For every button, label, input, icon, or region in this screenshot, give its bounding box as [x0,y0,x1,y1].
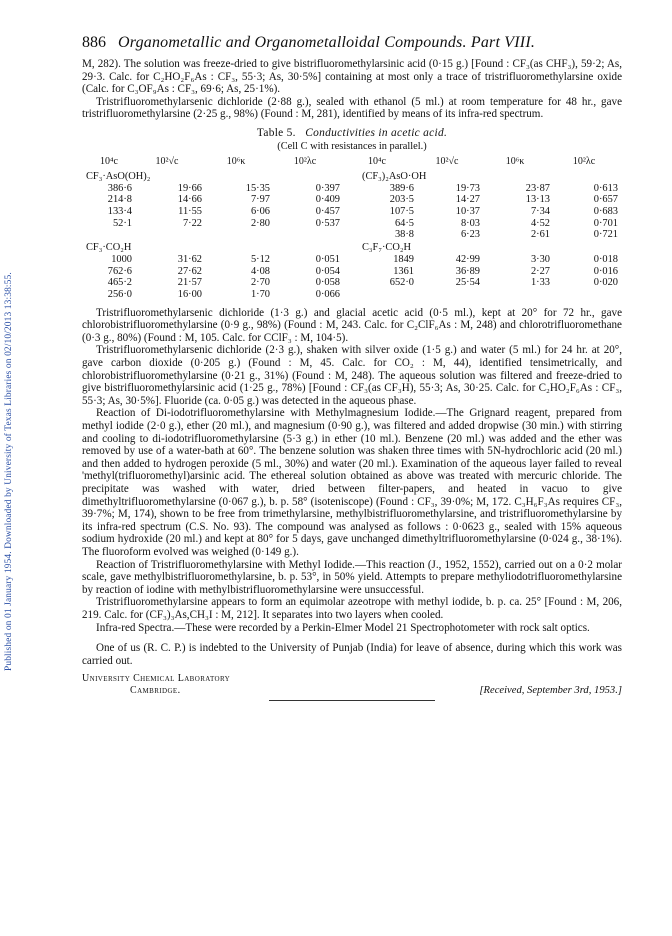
compound-label: (CF₃)₂AsO·OH [362,170,427,182]
table-row [86,229,618,241]
table-row [86,183,618,195]
table-cell: 0·054 [315,265,340,277]
table-cell: 652·0 [389,277,414,289]
table-cell: 0·058 [315,277,340,289]
table-cell: 7·34 [530,206,550,218]
page-header [82,34,622,52]
table-cell: 38·8 [394,229,414,241]
compound-label: C₃F₇·CO₂H [362,242,411,254]
table-cell: 21·57 [177,277,202,289]
table-cell: 107·5 [389,206,414,218]
table-cell: 6·23 [460,229,480,241]
table-cell: 19·66 [177,182,202,194]
table-cell: 2·80 [250,217,270,229]
table-cell: 42·99 [455,253,480,265]
table-cell: 214·8 [107,194,132,206]
paragraph: Tristrifluoromethylarsenic dichloride (2·88 g.), sealed with ethanol (5 ml.) at room temperature for 48 hr., gave tristrifluoromethylarsine (2·25 g., 98%) (Found : M, 281), identified by means of its infra-red spectrum. [82,95,622,121]
table-title: Conductivities in acetic acid. [305,126,448,139]
table-cell: 64·5 [394,217,414,229]
table-cell: 1361 [393,265,414,277]
table-row [86,206,618,218]
table-cell: 11·55 [178,206,202,218]
table-cell: 0·701 [593,217,618,229]
table-cell: 8·03 [460,217,480,229]
table-cell: 4·52 [530,217,550,229]
table-cell: 3·30 [530,253,550,265]
table-cell: 13·13 [525,194,550,206]
paragraph: Tristrifluoromethylarsine appears to form an equimolar azeotrope with methyl iodide, b. p. ca. 25° [Found : M, 206, 219. Calc. for (CF₃)₃As,CH₃I : M, 212]. It separates into two layers when cooled. [82,596,622,621]
table-cell: 762·6 [107,265,132,277]
column-header: 10²√c [435,155,459,167]
table-group-label-row [86,170,618,183]
affiliation [82,673,230,696]
table-cell: 5·12 [250,253,270,265]
table-cell: 0·020 [593,277,618,289]
affiliation-line: University Chemical Laboratory [82,673,231,685]
download-watermark-text: Published on 01 January 1954. Downloaded by University of Texas Libraries on 02/10/2013 13:38:55. [4,272,14,672]
table-cell [414,289,480,301]
table-cell: 0·018 [593,253,618,265]
download-watermark-sidebar [0,40,24,900]
table-cell [86,229,132,241]
table-cell: 1·33 [530,277,550,289]
table-cell: 389·6 [389,182,414,194]
table-cell: 1849 [393,253,414,265]
table-cell: 2·70 [250,277,270,289]
column-header: 10²λc [293,155,317,167]
paragraph: Reaction of Di-iodotrifluoromethylarsine with Methylmagnesium Iodide.—The Grignard reagent, prepared from methyl iodide (2·0 g.), ether (20 ml.), and magnesium (0·90 g.), was filtered and added dropwise (30 min.) with stirring and cooling to di-iodotrifluoromethylarsine (5·3 g.) in ether (10 ml.). Benzene (20 ml.) was added and the ether was removed by use of a water-bath at 60°. The benzene solution was shaken three times with 5N-hydrochloric acid (20 ml.) and then added to hydrogen peroxide (5 ml., 30%) and water (20 ml.). Examination of the aqueous layer failed to reveal 'methyl(trifluoromethyl)arsinic acid. The ethereal solution obtained as above was treated with mercuric chloride. The precipitate was washed with water, dried between filter-papers, and heated in vacuo to give dimethyltrifluoromethylarsine (0·067 g.), b. p. 58° (isoteniscope) (Found : CF₃, 39·0%; M, 172. C₃H₆F₃As requires CF₃, 39·7%; M, 174), shown to be free from trimethylarsine, methylbistrifluoromethylarsine, and tristrifluoromethylarsine by its infra-red spectrum (C.S. No. 93). The compound was analysed as follows : 0·0623 g., sealed with 15% aqueous sodium hydroxide (20 ml.) and kept at 80° for 5 days, gave unchanged dimethyltrifluoromethylarsine (0·024 g., 38·1%). The fluoroform evolved was weighed (0·149 g.). [82,407,622,558]
table-cell: 0·066 [315,289,340,300]
table-cell: 1·70 [250,289,270,300]
acknowledgement: One of us (R. C. P.) is indebted to the University of Punjab (India) for leave of absence, during which this work was carried out. [82,642,622,667]
table-cell: 19·73 [455,182,480,194]
column-header: 10²λc [572,155,596,167]
table-cell: 14·27 [455,194,480,206]
table-cell: 15·35 [245,182,270,194]
table-cell: 0·457 [315,206,340,218]
table-group-label-row [86,241,618,254]
table-cell: 10·37 [455,206,480,218]
table-cell [480,289,550,301]
table-cell: 16·00 [177,289,202,300]
table-cell: 31·62 [177,253,202,265]
table-cell: 2·27 [530,265,550,277]
table-row [86,218,618,230]
table-cell [550,289,618,301]
table-cell: 0·409 [315,194,340,206]
table-subcaption: (Cell C with resistances in parallel.) [277,140,427,152]
affiliation-city: Cambridge. [130,684,181,696]
running-title: Organometallic and Organometalloidal Compounds. Part VIII. [118,34,536,51]
table-row [86,254,618,266]
body-top [82,58,622,121]
table-cell: 256·0 [107,289,132,300]
table-cell: 0·683 [593,206,618,218]
column-header: 10⁴c [100,155,118,167]
table-cell: 4·08 [250,265,270,277]
paragraph: Tristrifluoromethylarsenic dichloride (1·3 g.) and glacial acetic acid (0·5 ml.), kept at 20° for 72 hr., gave chlorobistrifluoromethylarsine (0·9 g., 98%) (Found : M, 243. Calc. for C₂ClF₆As : M, 248) and chlorotrifluoromethane (0·3 g., 80%) (Found : M, 105. Calc. for CClF₃ : M, 104·5). [82,306,622,344]
table-row [86,277,618,289]
table-cell: 25·54 [455,277,480,289]
table-cell: 0·016 [593,265,618,277]
table-cell: 0·397 [315,182,340,194]
table-cell: 6·06 [250,206,270,218]
column-header: 10²√c [155,155,179,167]
table-cell: 7·97 [250,194,270,206]
table-cell: 203·5 [389,194,414,206]
table-row [86,266,618,278]
table-cell: 0·051 [315,253,340,265]
table-cell [132,229,202,241]
paragraph: Reaction of Tristrifluoromethylarsine with Methyl Iodide.—This reaction (J., 1952, 1552), carried out on a 0·2 molar scale, gave methylbistrifluoromethylarsine, b. p. 53°, in 50% yield. Attempts to prepare methyliodotrifluoromethylarsine by reaction of iodine with methylbistrifluoromethylarsine were unsuccessful. [82,558,622,596]
table-cell: 23·87 [525,182,550,194]
end-rule [269,700,435,701]
table-cell [270,229,340,241]
table-cell [340,289,414,301]
table-caption [82,127,622,139]
table-cell: 14·66 [177,194,202,206]
table-cell: 36·89 [455,265,480,277]
table-cell: 133·4 [107,206,132,218]
table-cell: 27·62 [177,265,202,277]
compound-label: CF₃·CO₂H [86,242,132,254]
table-cell: 0·537 [315,217,340,229]
page-number: 886 [82,34,106,51]
table-cell: 1000 [111,253,132,265]
column-header: 10⁴c [368,155,386,167]
paragraph: Tristrifluoromethylarsenic dichloride (2·3 g.), shaken with silver oxide (1·5 g.) and water (5 ml.) for 24 hr. at 20°, gave carbon dioxide (0·205 g.) (Found : M, 45. Calc. for CO₂ : M, 44), identified tensimetrically, and chlorobistrifluoromethylarsine (0·21 g., 31%) (Found : M, 248). The aqueous solution was filtered and freeze-dried to give bistrifluoromethylarsinic acid (1·25 g., 78%) [Found : CF₃(as CF₃H), 55·3; As, 30·25. Calc. for C₂HO₂F₆As : CF₃, 55·3; As, 30·5%]. Fluoride (ca. 0·05 g.) was detected in the aqueous phase. [82,344,622,407]
table-cell: 0·657 [593,194,618,206]
journal-page [82,34,622,701]
received-date: [Received, September 3rd, 1953.] [479,685,622,697]
table-cell [202,229,270,241]
table-cell: 52·1 [112,217,132,229]
paragraph: M, 282). The solution was freeze-dried to give bistrifluoromethylarsinic acid (0·15 g.) [Found : CF₃(as CHF₃), 59·2; As, 29·3. Calc. for C₂HO₂F₆As : CF₃, 55·3; As, 30·5%] containing at most only a trace of tristrifluoromethylarsine oxide (Calc. for C₃OF₉As : CF₃, 69·6; As, 25·1%). [82,58,622,96]
table-cell: 0·721 [593,229,618,241]
table-row [86,194,618,206]
article-footer [82,673,622,696]
column-header: 10⁶κ [505,155,525,167]
table-row [86,289,618,301]
table-cell: 465·2 [107,277,132,289]
table-cell: 386·6 [107,182,132,194]
table-cell: 2·61 [530,229,550,241]
table-cell: 7·22 [182,217,202,229]
conductivity-table [86,154,618,301]
body-bottom [82,307,622,634]
column-header: 10⁶κ [226,155,246,167]
table-label: Table 5. [256,126,296,139]
paragraph: Infra-red Spectra.—These were recorded by a Perkin-Elmer Model 21 Spectrophotometer with rock salt optics. [96,621,590,634]
table-header-row [86,154,618,170]
table-cell: 0·613 [593,182,618,194]
compound-label: CF₃·AsO(OH)₂ [86,170,151,182]
